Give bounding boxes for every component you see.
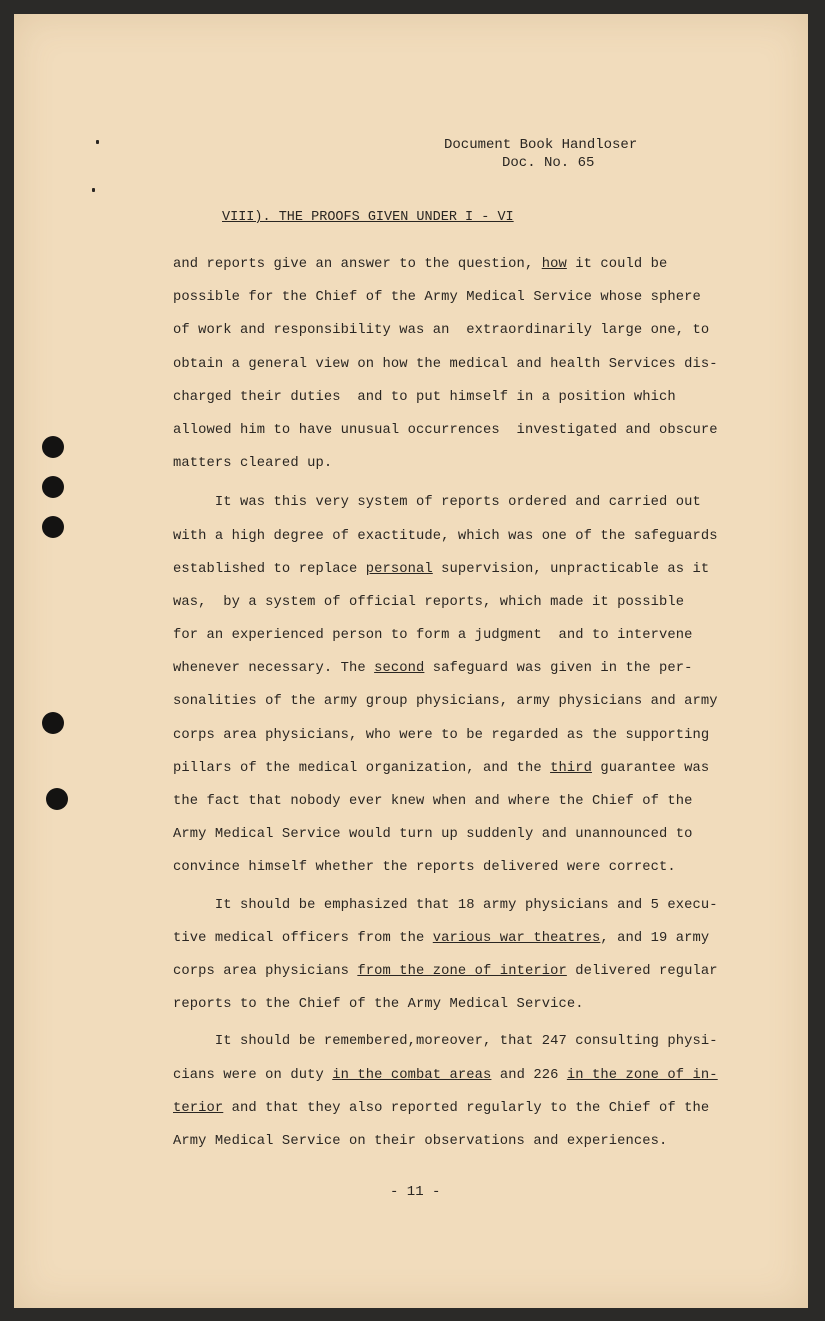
punch-hole	[42, 476, 64, 498]
text-line	[173, 922, 753, 955]
text-line	[173, 447, 753, 480]
text-line	[173, 248, 753, 281]
underlined-text: personal	[365, 561, 433, 577]
header-line-1: Document Book Handloser	[444, 137, 638, 153]
ink-speck	[92, 188, 95, 192]
text-segment: whenever necessary. The	[173, 661, 375, 677]
punch-hole	[42, 436, 64, 458]
text-segment: delivered regular	[566, 963, 718, 979]
punch-hole	[46, 788, 68, 810]
text-segment: for an experienced person to form a judgment and to intervene	[173, 628, 693, 644]
text-line	[173, 1125, 753, 1158]
text-segment: was, by a system of official reports, which made it possible	[173, 594, 685, 610]
text-line	[173, 1092, 753, 1125]
text-segment: it could be	[566, 257, 668, 272]
text-segment: established to replace	[173, 561, 366, 577]
text-segment: of work and responsibility was an extraordinarily large one, to	[173, 323, 710, 339]
text-segment: corps area physicians, who were to be regarded as the supporting	[173, 727, 710, 743]
text-line	[173, 619, 753, 652]
text-line	[173, 851, 753, 884]
text-line	[173, 414, 753, 447]
text-line	[173, 1025, 753, 1058]
page-number: - 11 -	[390, 1184, 441, 1200]
text-line	[173, 520, 753, 553]
text-segment: Army Medical Service on their observations and experiences.	[173, 1133, 668, 1149]
text-segment: tive medical officers from the	[173, 930, 433, 946]
paragraph	[173, 486, 753, 884]
text-segment: supervision, unpracticable as it	[432, 561, 710, 577]
underlined-text: second	[374, 661, 425, 677]
text-line	[173, 685, 753, 718]
text-segment: corps area physicians	[173, 963, 358, 979]
underlined-text: terior	[173, 1100, 224, 1116]
section-title	[222, 210, 514, 225]
text-segment: with a high degree of exactitude, which was one of the safeguards	[173, 528, 718, 544]
text-line	[173, 955, 753, 988]
text-line	[173, 381, 753, 414]
text-line	[173, 785, 753, 818]
text-segment: Army Medical Service would turn up suddenly and unannounced to	[173, 827, 693, 843]
text-line	[173, 818, 753, 851]
text-line	[173, 314, 753, 347]
text-segment: It should be remembered,moreover, that 247 consulting physi-	[173, 1034, 718, 1050]
text-line	[173, 486, 753, 519]
punch-hole	[42, 516, 64, 538]
text-segment: matters cleared up.	[173, 456, 333, 472]
paragraph	[173, 248, 753, 480]
text-line	[173, 719, 753, 752]
text-segment: guarantee was	[591, 760, 710, 776]
text-line	[173, 889, 753, 922]
text-segment: It was this very system of reports ordered and carried out	[173, 495, 701, 511]
underlined-text: third	[550, 760, 592, 776]
text-line	[173, 348, 753, 381]
text-segment: possible for the Chief of the Army Medical Service whose sphere	[173, 290, 701, 306]
text-segment: safeguard was given in the per-	[424, 661, 693, 677]
text-line	[173, 752, 753, 785]
text-segment: , and 19 army	[600, 930, 710, 946]
text-segment: convince himself whether the reports delivered were correct.	[173, 860, 676, 876]
text-segment: obtain a general view on how the medical and health Services dis-	[173, 356, 718, 372]
text-line	[173, 652, 753, 685]
text-segment: pillars of the medical organization, and the	[173, 760, 551, 776]
punch-hole	[42, 712, 64, 734]
document-header	[444, 136, 637, 172]
underlined-text: from the zone of interior	[357, 963, 567, 979]
document-body	[173, 248, 753, 1158]
header-line-2: Doc. No. 65	[502, 155, 595, 171]
text-segment: the fact that nobody ever knew when and where the Chief of the	[173, 794, 693, 809]
ink-speck	[96, 140, 99, 144]
underlined-text: various war theatres	[432, 930, 601, 946]
text-line	[173, 988, 753, 1021]
text-segment: cians were on duty	[173, 1067, 333, 1083]
underlined-text: how	[541, 257, 567, 272]
document-page	[14, 14, 808, 1308]
text-segment: charged their duties and to put himself in a position which	[173, 389, 676, 405]
text-segment: It should be emphasized that 18 army physicians and 5 execu-	[173, 897, 718, 913]
text-segment: reports to the Chief of the Army Medical Service.	[173, 997, 584, 1013]
text-segment: and that they also reported regularly to the Chief of the	[223, 1100, 710, 1116]
text-segment: sonalities of the army group physicians, army physicians and army	[173, 694, 718, 710]
underlined-text: in the zone of in-	[566, 1067, 718, 1083]
text-line	[173, 1059, 753, 1092]
text-line	[173, 281, 753, 314]
text-segment: and 226	[491, 1067, 567, 1083]
text-segment: and reports give an answer to the question,	[173, 257, 542, 272]
text-segment: allowed him to have unusual occurrences investigated and obscure	[173, 422, 718, 438]
text-line	[173, 553, 753, 586]
section-title-text: VIII). THE PROOFS GIVEN UNDER I - VI	[222, 210, 514, 225]
underlined-text: in the combat areas	[332, 1067, 492, 1083]
paragraph	[173, 1025, 753, 1158]
text-line	[173, 586, 753, 619]
paragraph	[173, 889, 753, 1022]
